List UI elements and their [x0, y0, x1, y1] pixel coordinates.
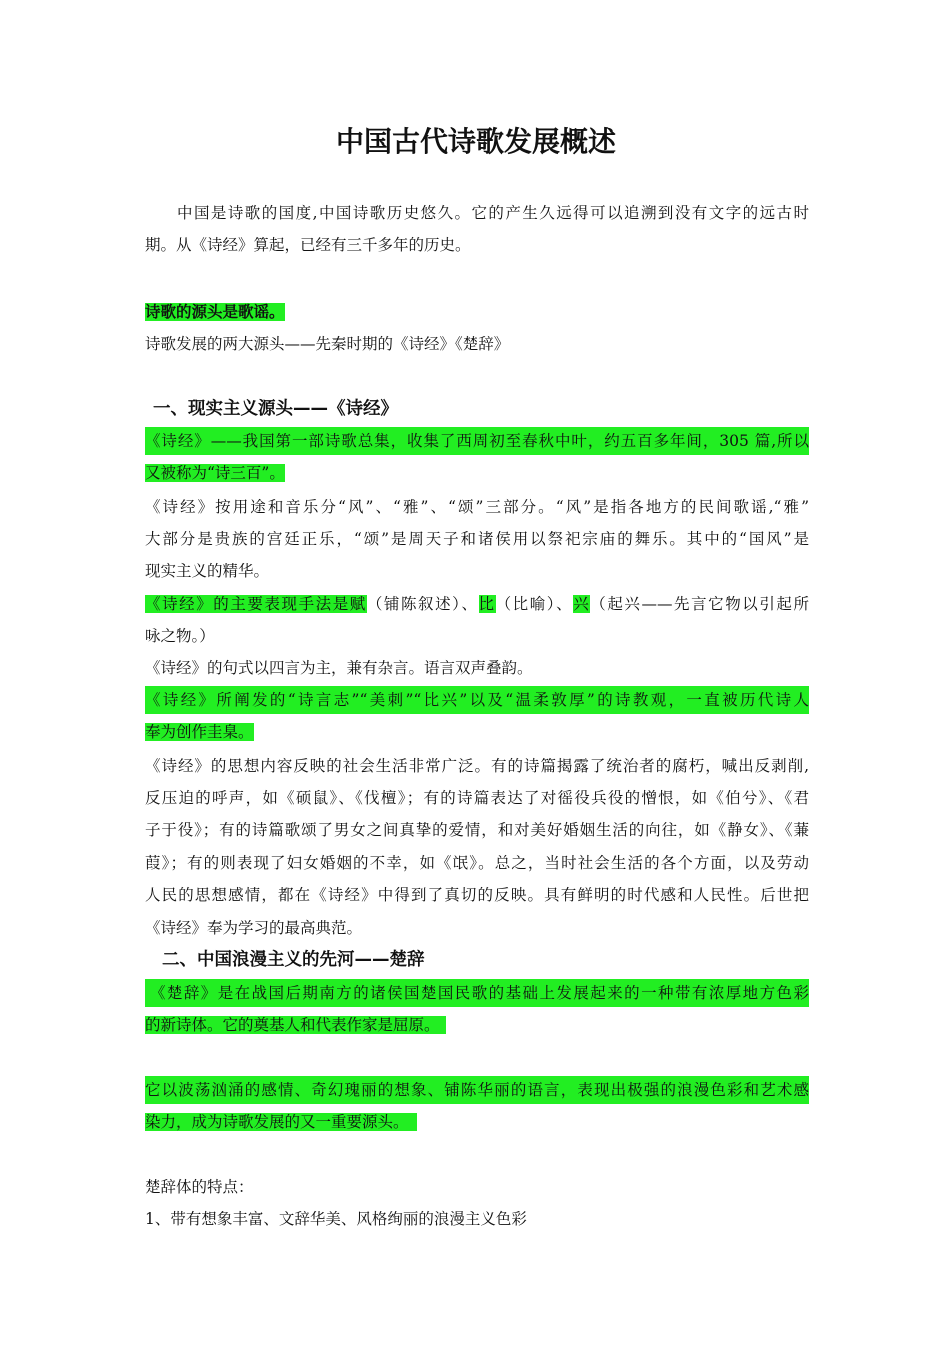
shijing-p6-line-5: 人民的思想感情，都在《诗经》中得到了真切的反映。具有鲜明的时代感和人民性。后世把 — [145, 886, 809, 904]
shijing-p2-line-2: 大部分是贵族的宫廷正乐，“颂”是周天子和诸侯用以祭祀宗庙的舞乐。其中的“国风”是 — [145, 530, 809, 548]
chuci-feature-1: 1、带有想象丰富、文辞华美、风格绚丽的浪漫主义色彩 — [145, 1210, 527, 1228]
shijing-techniques-bi: 比 — [478, 595, 496, 613]
origin-heading-text: 诗歌的源头是歌谣。 — [145, 303, 285, 321]
shijing-p5-line-2-text: 奉为创作圭臬。 — [145, 723, 254, 741]
chuci-p2-line-2-text: 染力，成为诗歌发展的又一重要源头。 — [145, 1113, 417, 1131]
shijing-p1-line-2-text: 又被称为“诗三百”。 — [145, 464, 285, 482]
shijing-techniques-xing: 兴 — [573, 595, 591, 613]
shijing-p6-line-1: 《诗经》的思想内容反映的社会生活非常广泛。有的诗篇揭露了统治者的腐朽，喊出反剥削, — [145, 757, 809, 775]
page-title: 中国古代诗歌发展概述 — [335, 125, 616, 158]
shijing-techniques-xing-note: （起兴——先言它物以引起所 — [590, 595, 809, 613]
shijing-techniques-bi-note: （比喻）、 — [495, 595, 574, 613]
intro-line-2: 期。从《诗经》算起，已经有三千多年的历史。 — [145, 236, 471, 254]
shijing-p2-line-3: 现实主义的精华。 — [145, 562, 270, 580]
intro-line-1: 中国是诗歌的国度,中国诗歌历史悠久。它的产生久远得可以追溯到没有文字的远古时 — [177, 204, 809, 222]
shijing-p1-line-1: 《诗经》——我国第一部诗歌总集，收集了西周初至春秋中叶，约五百多年间，305 篇,所以 — [145, 427, 809, 455]
shijing-p6-line-2: 反压迫的呼声，如《硕鼠》、《伐檀》；有的诗篇表达了对徭役兵役的憎恨，如《伯兮》、《君 — [145, 789, 809, 807]
shijing-p2-line-1: 《诗经》按用途和音乐分“风”、“雅”、“颂”三部分。“风”是指各地方的民间歌谣,“雅” — [145, 498, 809, 516]
shijing-p6-line-6: 《诗经》奉为学习的最高典范。 — [145, 919, 363, 937]
origin-heading — [145, 298, 809, 326]
section2-heading: 二、中国浪漫主义的先河——楚辞 — [162, 950, 425, 970]
chuci-p1-line-2 — [145, 1011, 809, 1039]
chuci-p1-line-2-text: 的新诗体。它的奠基人和代表作家是屈原。 — [145, 1016, 446, 1034]
section1-heading: 一、现实主义源头——《诗经》 — [153, 399, 398, 419]
shijing-p5-line-2 — [145, 718, 809, 746]
shijing-p6-line-4: 葭》；有的则表现了妇女婚姻的不幸，如《氓》。总之，当时社会生活的各个方面，以及劳动 — [145, 854, 809, 872]
shijing-p6-line-3: 子于役》；有的诗篇歌颂了男女之间真挚的爱情，和对美好婚姻生活的向往，如《静女》、《蒹 — [145, 821, 809, 839]
origin-subline: 诗歌发展的两大源头——先秦时期的《诗经》《楚辞》 — [145, 335, 510, 353]
chuci-features-label: 楚辞体的特点： — [145, 1178, 254, 1196]
shijing-p1-line-2 — [145, 459, 809, 487]
chuci-p1-line-1: 《楚辞》是在战国后期南方的诸侯国楚国民歌的基础上发展起来的一种带有浓厚地方色彩 — [145, 979, 809, 1007]
shijing-techniques-fu: 《诗经》的主要表现手法是赋 — [145, 595, 367, 613]
shijing-p3-line-2: 咏之物。） — [145, 627, 215, 645]
shijing-p4: 《诗经》的句式以四言为主，兼有杂言。语言双声叠韵。 — [145, 659, 533, 677]
shijing-p5-line-1: 《诗经》所阐发的“诗言志”“美刺”“比兴”以及“温柔敦厚”的诗教观，一直被历代诗人 — [145, 686, 809, 714]
shijing-p3-line-1 — [145, 590, 809, 618]
shijing-techniques-fu-note: （铺陈叙述）、 — [366, 595, 479, 613]
chuci-p2-line-2 — [145, 1108, 809, 1136]
chuci-p2-line-1: 它以波荡汹涌的感情、奇幻瑰丽的想象、铺陈华丽的语言，表现出极强的浪漫色彩和艺术感 — [145, 1076, 809, 1104]
